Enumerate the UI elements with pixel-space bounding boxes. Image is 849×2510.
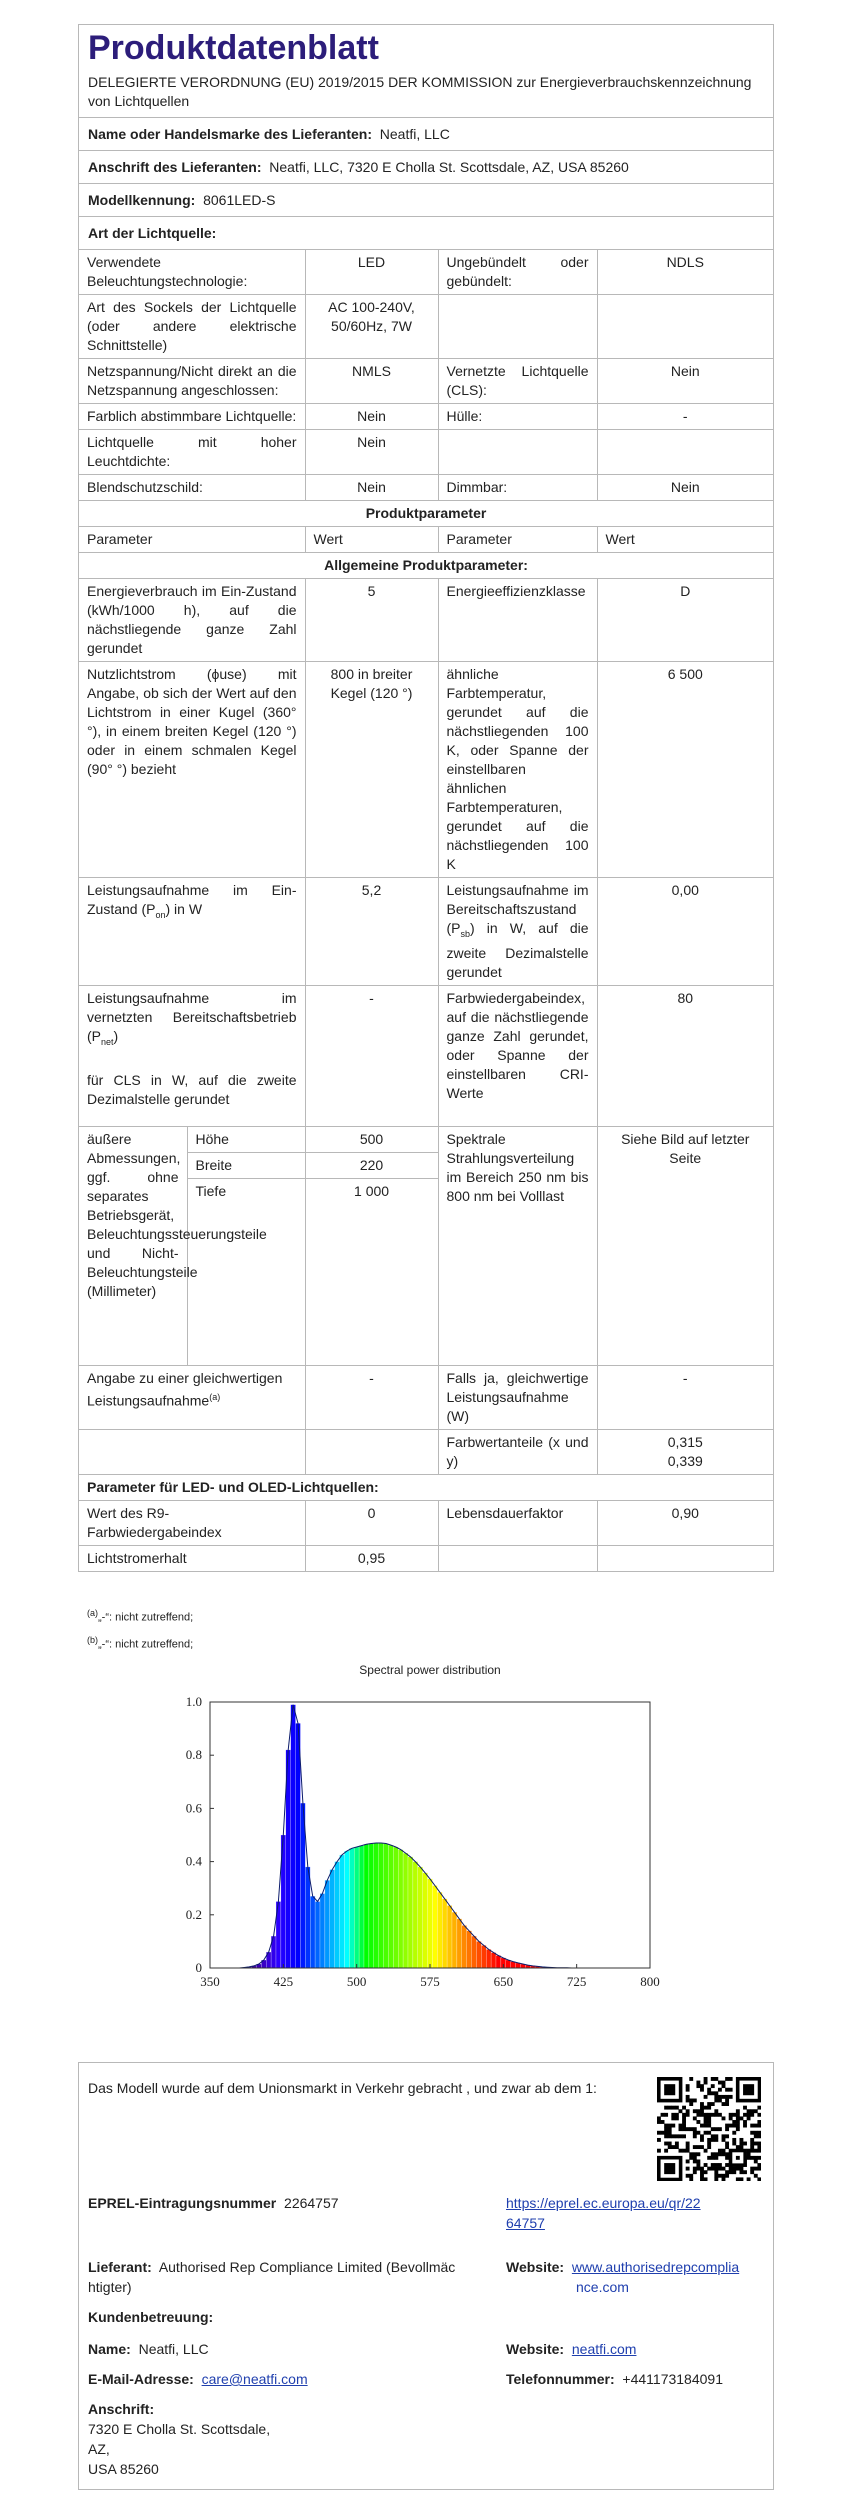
col-value: Wert — [305, 527, 438, 553]
spectrum-bar — [408, 1857, 413, 1968]
spectrum-bar — [452, 1912, 457, 1968]
product-params-table — [79, 501, 773, 1571]
y-tick-label: 0.6 — [185, 1800, 202, 1816]
light-source-row: Lichtquelle mit hoher Leuchtdichte: Nein — [79, 430, 773, 475]
spectrum-bar — [423, 1873, 428, 1968]
x-tick-label: 500 — [346, 1974, 367, 1989]
spectrum-bar — [320, 1894, 325, 1968]
dimensions-row: äußere Abmessungen, ggf. ohne separates Betriebsgerät, Beleuchtungssteuerungsteile und Nicht-Beleuchtungsteile (Millimeter) Höhe 500 Breite 220 Tiefe 1 000 Spektrale Strahlungsverteilung im Bereich 250 nm bis 800 nm bei Volllast Siehe Bild auf letzter Seite — [79, 1126, 773, 1365]
y-tick-label: 0.4 — [185, 1853, 202, 1869]
spectrum-bar — [428, 1879, 433, 1968]
spectrum-bar — [305, 1867, 310, 1968]
power-on-row: Leistungsaufnahme im Ein-Zustand $(P_{on})$ in W 5,2 Leistungsaufnahme im Bereitschaftszustand $(P_{sb})$ in W, auf die zweite Dezimalstelle gerundet 0,00 — [79, 878, 773, 986]
x-tick-label: 575 — [420, 1974, 440, 1989]
col-value-2: Wert — [597, 527, 773, 553]
spectrum-bar — [384, 1844, 389, 1968]
spectrum-bar — [315, 1902, 320, 1969]
eprel-row: EPREL-Eintragungsnummer 2264757 — [88, 2195, 339, 2211]
energy-row: Energieverbrauch im Ein-Zustand (kWh/1000 h), auf die nächstliegende ganze Zahl gerundet 5 Energieeffizienzklasse D — [79, 579, 773, 662]
supplier-row: Lieferant: Authorised Rep Compliance Limited (Bevollmäc htigter) — [88, 2259, 456, 2295]
support-heading: Kundenbetreuung: — [88, 2309, 214, 2325]
spectrum-bar — [379, 1843, 384, 1968]
footnotes — [78, 1600, 772, 1653]
x-tick-label: 725 — [566, 1974, 587, 1989]
spectrum-bar — [491, 1953, 496, 1968]
light-source-row: Blendschutzschild: Nein Dimmbar: Nein — [79, 475, 773, 501]
r9-row: Wert des R9-Farbwiedergabeindex 0 Lebensdauerfaktor 0,90 — [79, 1500, 773, 1545]
spectrum-bar — [418, 1867, 423, 1968]
light-source-row: Verwendete Beleuchtungstechnologie: LED Ungebündelt oder gebündelt: NDLS — [79, 250, 773, 295]
support-website-row: Website: neatfi.com — [506, 2341, 637, 2357]
col-param-2: Parameter — [438, 527, 597, 553]
spectrum-bar — [437, 1892, 442, 1968]
spectral-chart — [160, 1660, 680, 2020]
spectrum-bar — [359, 1846, 364, 1968]
spectrum-bar — [476, 1941, 481, 1968]
spectrum-bar — [374, 1843, 379, 1968]
supplier-website-row: Website: www.authorisedrepcomplia nce.com — [506, 2259, 740, 2295]
spectrum-bar — [432, 1886, 437, 1968]
page-title: Produktdatenblatt — [88, 29, 379, 67]
spectrum-bar — [506, 1960, 511, 1968]
spectrum-bar — [442, 1899, 447, 1968]
spectrum-bar — [369, 1844, 374, 1968]
light-source-table — [79, 250, 773, 501]
email-link[interactable]: care@neatfi.com — [201, 2371, 308, 2387]
support-name-row: Name: Neatfi, LLC — [88, 2341, 209, 2357]
phone-row: Telefonnummer: +441173184091 — [506, 2371, 723, 2387]
light-source-heading: Art der Lichtquelle: — [79, 217, 773, 250]
model-row: Modellkennung: 8061LED-S — [79, 184, 773, 217]
spectrum-bar — [486, 1949, 491, 1968]
supplier-name-row: Name oder Handelsmarke des Lieferanten: Neatfi, LLC — [79, 118, 773, 151]
general-params-heading: Allgemeine Produktparameter: — [79, 553, 773, 579]
spectrum-bar — [467, 1931, 472, 1968]
spectrum-bar — [349, 1848, 354, 1968]
lumen-maintenance-row: Lichtstromerhalt 0,95 — [79, 1545, 773, 1571]
spectrum-bar — [296, 1723, 301, 1968]
luminous-flux-row: Nutzlichtstrom (ϕuse) mit Angabe, ob sich der Wert auf den Lichtstrom in einer Kugel (360° °), in einem breiten Kegel (120 °) oder in einem schmalen Kegel (90° °) bezieht 800 in breiter Kegel (120 °) ähnliche Farbtemperatur, gerundet auf die nächstliegenden 100 K, oder Spanne der einstellbaren ähnlichen Farbtemperaturen, gerundet auf die nächstliegenden 100 K 6 500 — [79, 662, 773, 878]
spectrum-bar — [340, 1855, 345, 1968]
spectrum-bar — [344, 1851, 349, 1968]
power-net-row: Leistungsaufnahme im vernetzten Bereitschaftsbetrieb $(P_{net})$ für CLS in W, auf die zweite Dezimalstelle gerundet - Farbwiedergabeindex, auf die nächstliegende ganze Zahl gerundet, oder Spanne der einstellbaren CRI-Werte 80 — [79, 985, 773, 1126]
regulation-subtitle: DELEGIERTE VERORDNUNG (EU) 2019/2015 DER KOMMISSION zur Energieverbrauchskennzeichnung von Lichtquellen — [79, 71, 773, 118]
address-block: Anschrift: 7320 E Cholla St. Scottsdale, AZ, USA 85260 — [88, 2401, 271, 2477]
y-tick-label: 0 — [195, 1960, 202, 1975]
x-tick-label: 800 — [640, 1974, 660, 1989]
supplier-website-link[interactable]: www.authorisedrepcomplia nce.com — [571, 2259, 740, 2295]
spectrum-bar — [364, 1844, 369, 1968]
email-row: E-Mail-Adresse: care@neatfi.com — [88, 2371, 308, 2387]
spectrum-bar — [335, 1862, 340, 1968]
dimensions-subtable: Höhe 500 Breite 220 Tiefe 1 000 — [188, 1127, 438, 1365]
support-website-link[interactable]: neatfi.com — [571, 2341, 637, 2357]
product-params-heading: Produktparameter — [79, 501, 773, 527]
x-tick-label: 650 — [493, 1974, 514, 1989]
spectrum-bar — [472, 1936, 477, 1968]
spectrum-bar — [330, 1870, 335, 1968]
spectrum-bar — [403, 1853, 408, 1968]
spectrum-bar — [481, 1945, 486, 1968]
spectrum-bar — [447, 1905, 452, 1968]
col-param: Parameter — [79, 527, 305, 553]
qr-code-icon[interactable] — [657, 2077, 761, 2181]
led-params-heading: Parameter für LED- und OLED-Lichtquellen: — [79, 1474, 773, 1500]
spectrum-bar — [291, 1705, 296, 1968]
spectrum-bar — [496, 1955, 501, 1968]
y-tick-label: 1.0 — [185, 1694, 202, 1709]
spectrum-bar — [388, 1845, 393, 1968]
y-tick-label: 0.8 — [185, 1747, 202, 1763]
footnote-a: $^{(a)}$„-“: nicht zutreffend; — [87, 1608, 194, 1624]
light-source-row: Netzspannung/Nicht direkt an die Netzspannung angeschlossen: NMLS Vernetzte Lichtquelle (CLS): Nein — [79, 359, 773, 404]
light-source-row: Art des Sockels der Lichtquelle (oder andere elektrische Schnittstelle) AC 100-240V, 50/60Hz, 7W — [79, 295, 773, 359]
chromaticity-row: Farbwertanteile (x und y) 0,315 0,339 — [79, 1429, 773, 1474]
spectrum-bar — [393, 1847, 398, 1968]
light-source-row: Farblich abstimmbare Lichtquelle: Nein Hülle: - — [79, 404, 773, 430]
spectrum-bar — [310, 1896, 315, 1968]
x-tick-label: 425 — [273, 1974, 294, 1989]
footnote-b: $^{(b)}$„-“: nicht zutreffend; — [87, 1634, 194, 1651]
datasheet — [78, 24, 774, 1572]
eprel-link[interactable]: https://eprel.ec.europa.eu/qr/22 64757 — [506, 2195, 701, 2231]
x-tick-label: 350 — [200, 1974, 220, 1989]
spectrum-bar — [462, 1925, 467, 1968]
spectrum-bar — [325, 1880, 330, 1968]
spectrum-bar — [413, 1862, 418, 1968]
info-box — [78, 2062, 774, 2490]
supplier-address-row: Anschrift des Lieferanten: Neatfi, LLC, 7320 E Cholla St. Scottsdale, AZ, USA 85260 — [79, 151, 773, 184]
chart-title: Spectral power distribution — [359, 1663, 501, 1677]
y-tick-label: 0.2 — [185, 1906, 202, 1922]
spectrum-bar — [457, 1919, 462, 1968]
equivalent-row: Angabe zu einer gleichwertigen Leistungsaufnahme$^{(a)}$ - Falls ja, gleichwertige Leistungsaufnahme (W) - — [79, 1365, 773, 1429]
spectrum-bar — [354, 1847, 359, 1968]
spectrum-bar — [398, 1850, 403, 1968]
market-intro: Das Modell wurde auf dem Unionsmarkt in Verkehr gebracht , und zwar ab dem 1: — [88, 2080, 597, 2096]
